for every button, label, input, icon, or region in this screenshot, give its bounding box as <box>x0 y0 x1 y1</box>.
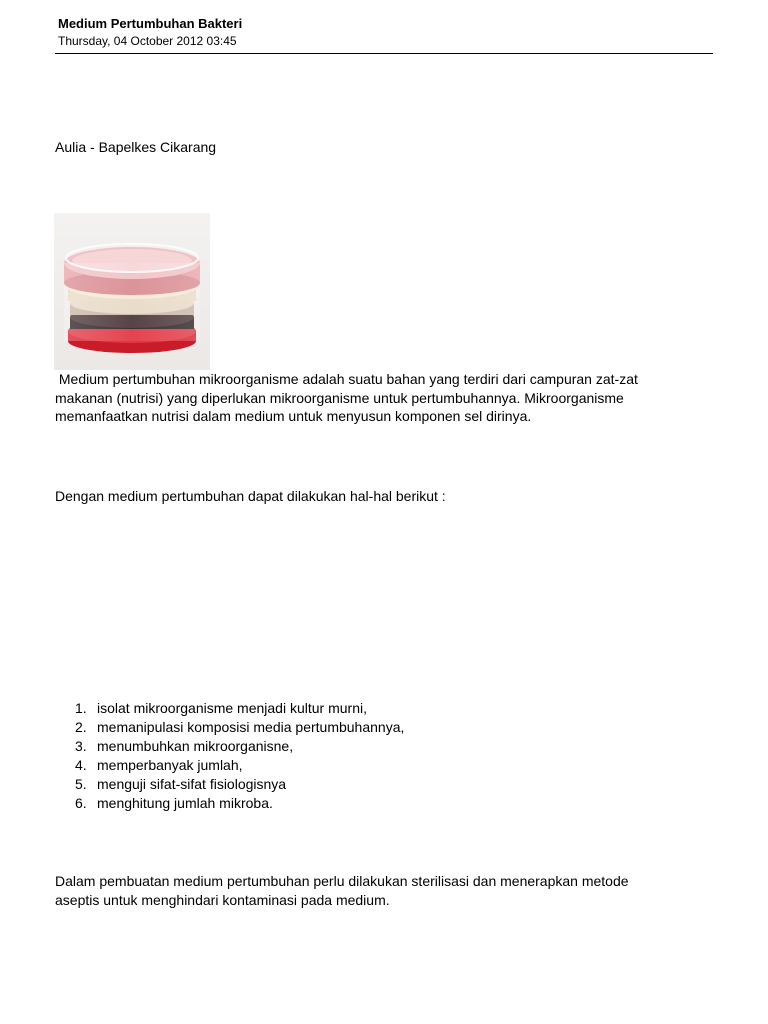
uses-list <box>55 699 404 813</box>
closing-line: Dalam pembuatan medium pertumbuhan perlu dilakukan sterilisasi dan menerapkan metode <box>55 873 629 889</box>
list-item <box>55 718 404 737</box>
list-item <box>55 775 404 794</box>
author-line: Aulia - Bapelkes Cikarang <box>55 139 217 155</box>
header-divider <box>55 53 713 54</box>
petri-dish-stack-icon <box>54 213 210 370</box>
closing-paragraph <box>55 872 715 909</box>
list-item <box>55 756 404 775</box>
list-number: 1. <box>75 700 87 716</box>
list-number: 6. <box>75 795 87 811</box>
list-number: 2. <box>75 719 87 735</box>
list-text: isolat mikroorganisme menjadi kultur murni, <box>97 700 367 716</box>
list-text: memperbanyak jumlah, <box>97 757 243 773</box>
list-text: menumbuhkan mikroorganisne, <box>97 738 294 754</box>
list-item <box>55 794 404 813</box>
intro-line: makanan (nutrisi) yang diperlukan mikroorganisme untuk pertumbuhannya. Mikroorganisme <box>55 389 624 406</box>
petri-dish-stack-photo <box>54 213 210 370</box>
list-number: 4. <box>75 757 87 773</box>
list-number: 3. <box>75 738 87 754</box>
list-item <box>55 737 404 756</box>
list-number: 5. <box>75 776 87 792</box>
publish-date: Thursday, 04 October 2012 03:45 <box>58 34 237 48</box>
list-text: menghitung jumlah mikroba. <box>97 795 273 811</box>
page-title: Medium Pertumbuhan Bakteri <box>58 16 243 31</box>
closing-line: aseptis untuk menghindari kontaminasi pada medium. <box>55 891 390 908</box>
list-lead-paragraph: Dengan medium pertumbuhan dapat dilakukan hal-hal berikut : <box>55 488 446 504</box>
intro-paragraph <box>55 370 715 426</box>
intro-line: memanfaatkan nutrisi dalam medium untuk menyusun komponen sel dirinya. <box>55 408 532 424</box>
intro-line: Medium pertumbuhan mikroorganisme adalah suatu bahan yang terdiri dari campuran zat-zat <box>55 371 638 387</box>
list-text: memanipulasi komposisi media pertumbuhannya, <box>97 719 405 735</box>
list-item <box>55 699 404 718</box>
list-text: menguji sifat-sifat fisiologisnya <box>97 776 287 792</box>
